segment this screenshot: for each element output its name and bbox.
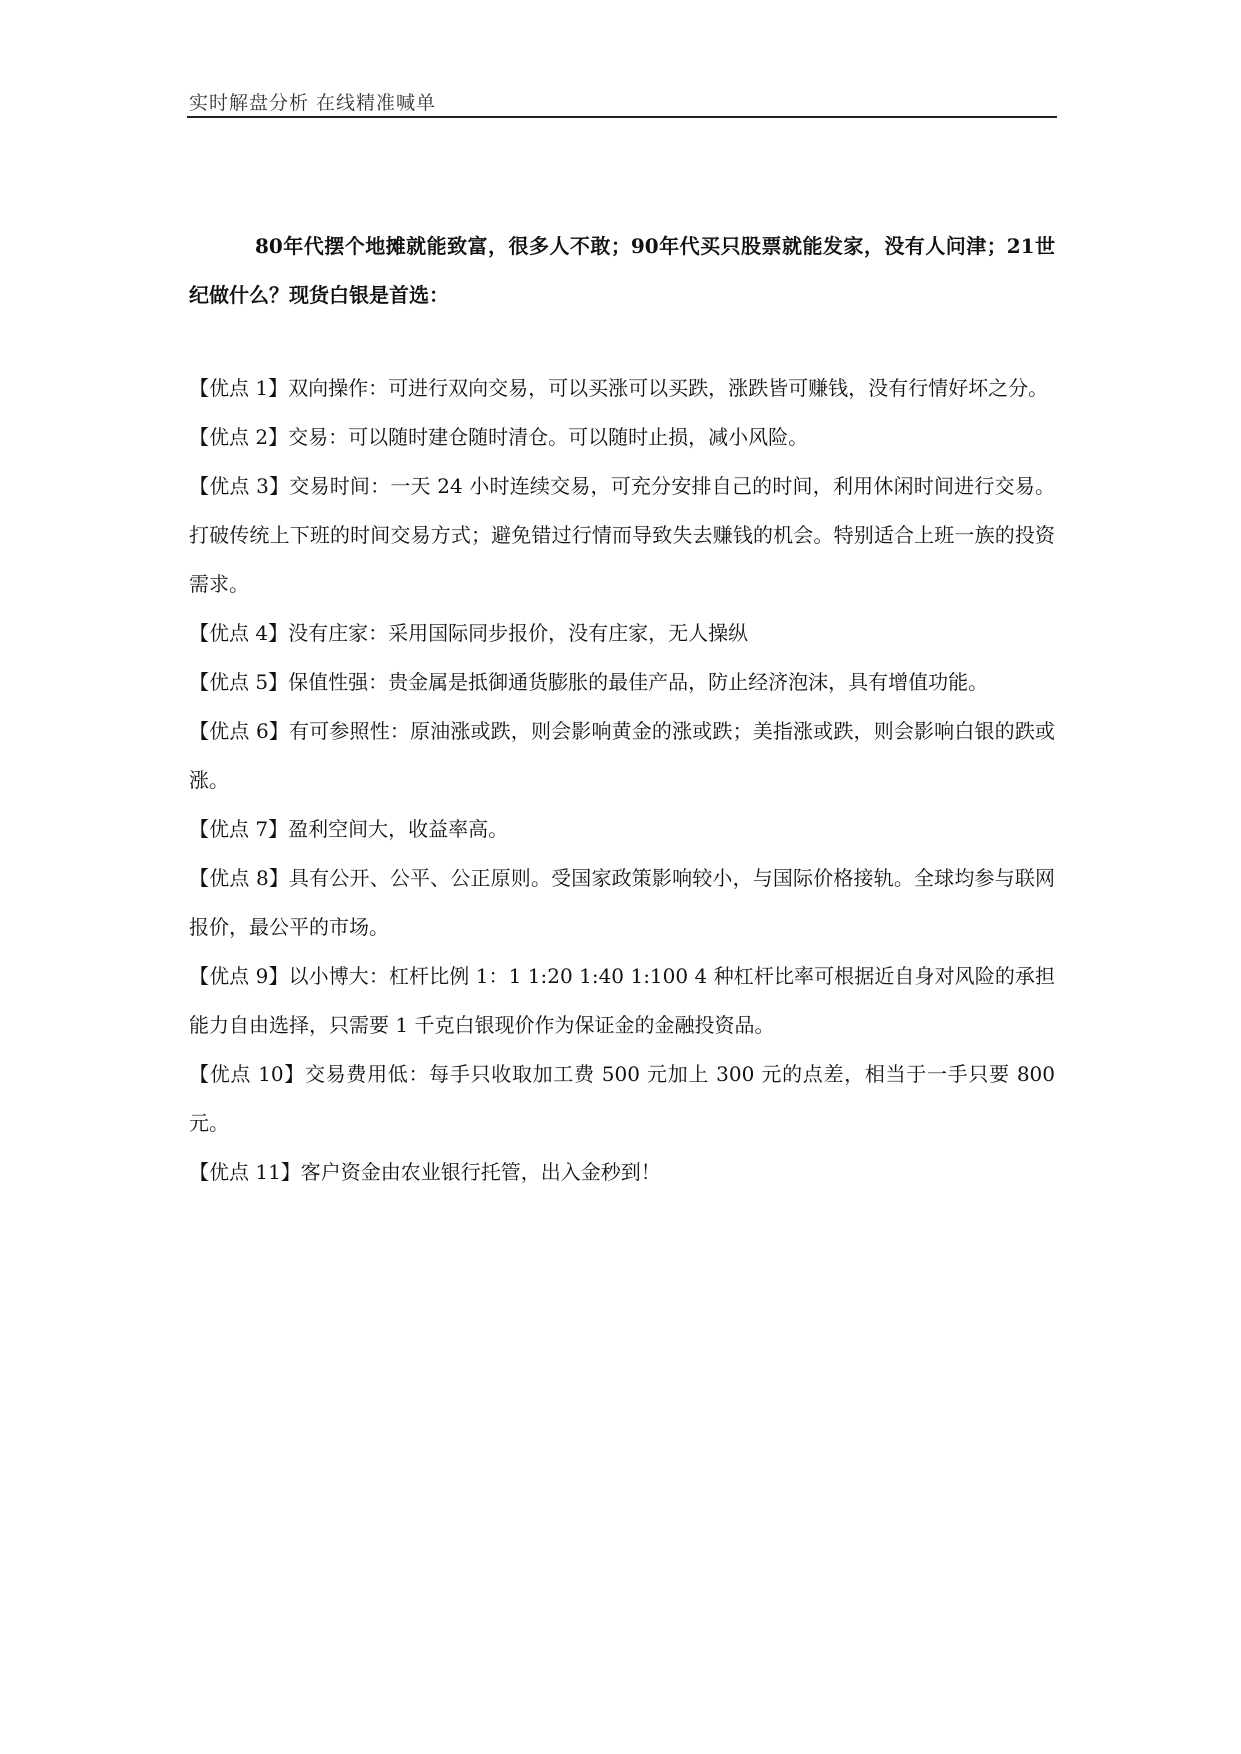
advantage-item-11: 【优点 11】客户资金由农业银行托管，出入金秒到！ <box>189 1160 661 1184</box>
advantage-item-4: 【优点 4】没有庄家：采用国际同步报价，没有庄家，无人操纵 <box>189 621 749 645</box>
advantage-item-5: 【优点 5】保值性强：贵金属是抵御通货膨胀的最佳产品，防止经济泡沫，具有增值功能。 <box>189 670 989 694</box>
advantage-item-2: 【优点 2】交易：可以随时建仓随时清仓。可以随时止损，减小风险。 <box>189 425 809 449</box>
advantages-list <box>189 364 1055 1197</box>
intro-paragraph: 80年代摆个地摊就能致富，很多人不敢；90年代买只股票就能发家，没有人问津；21世纪做什么？现货白银是首选： <box>189 234 1055 307</box>
advantage-item-10: 【优点 10】交易费用低：每手只收取加工费 500 元加上 300 元的点差，相当于一手只要 800 元。 <box>189 1062 1055 1135</box>
header-text: 实时解盘分析 在线精准喊单 <box>189 92 437 114</box>
advantage-item-8: 【优点 8】具有公开、公平、公正原则。受国家政策影响较小，与国际价格接轨。全球均参与联网报价，最公平的市场。 <box>189 866 1055 939</box>
advantage-item-3: 【优点 3】交易时间：一天 24 小时连续交易，可充分安排自己的时间，利用休闲时间进行交易。打破传统上下班的时间交易方式；避免错过行情而导致失去赚钱的机会。特别适合上班一族的投资需求。 <box>189 474 1055 596</box>
document-body <box>189 222 1055 1197</box>
advantage-item-6: 【优点 6】有可参照性：原油涨或跌，则会影响黄金的涨或跌；美指涨或跌，则会影响白银的跌或涨。 <box>189 719 1055 792</box>
advantage-item-1: 【优点 1】双向操作：可进行双向交易，可以买涨可以买跌，涨跌皆可赚钱，没有行情好坏之分。 <box>189 376 1049 400</box>
advantage-item-9: 【优点 9】以小博大：杠杆比例 1：1 1:20 1:40 1:100 4 种杠杆比率可根据近自身对风险的承担能力自由选择，只需要 1 千克白银现价作为保证金的金融投资品。 <box>189 964 1055 1037</box>
page-header <box>187 86 1057 118</box>
advantage-item-7: 【优点 7】盈利空间大，收益率高。 <box>189 817 509 841</box>
